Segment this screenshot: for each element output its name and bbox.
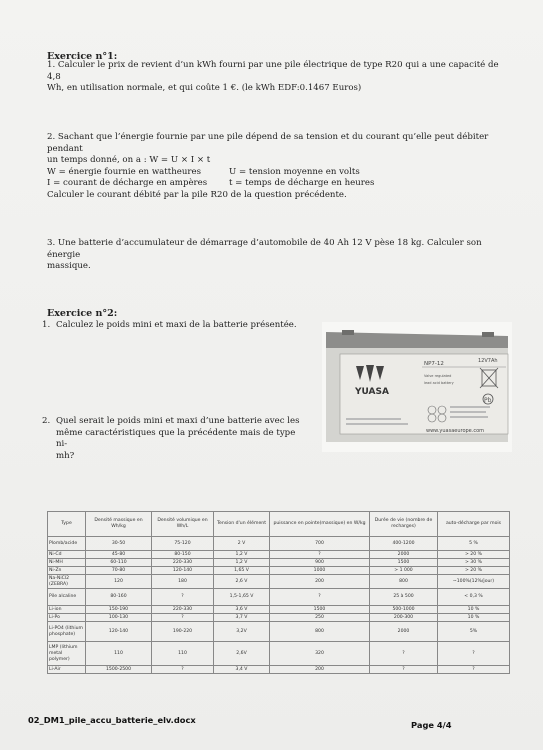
text-line: Calculer le courant débité par la pile R20 de la question précédente. [47,189,347,200]
text-line: Quel serait le poids mini et maxi d’une batterie avec les [56,416,300,426]
table-cell: > 20 % [438,567,510,575]
footer-filename: 02_DM1_pile_accu_batterie_elv.docx [28,715,196,725]
table-cell: 70-80 [86,567,152,575]
exercice1-q1 [47,60,502,95]
table-cell: 120 [86,575,152,589]
table-row [48,567,510,575]
exercice2-q1-number: 1. [42,320,51,330]
table-cell: ? [438,666,510,674]
table-cell: 400-1200 [370,537,438,551]
definition-right: U = tension moyenne en volts [229,166,360,177]
table-cell: 1,5-1,65 V [214,589,270,606]
table-cell: 180 [152,575,214,589]
table-cell: ? [438,642,510,666]
table-cell: ? [270,551,370,559]
table-cell: 60-110 [86,559,152,567]
exercice1-title: Exercice n°1: [47,51,118,62]
table-cell: 2,6 V [214,575,270,589]
battery-type-cell: Ni-MH [48,559,86,567]
table-cell: 1500 [370,559,438,567]
battery-type-cell: Li-Po [48,614,86,622]
exercice2-q2 [56,416,306,462]
battery-type-cell: Ni-Zn [48,567,86,575]
table-cell: 30-50 [86,537,152,551]
table-row [48,606,510,614]
battery-text: Valve regulated [424,374,452,378]
table-cell: 2,6V [214,642,270,666]
battery-text: lead acid battery [424,381,454,385]
battery-type-cell: Na-NiCl2 (ZEBRA) [48,575,86,589]
table-row [48,589,510,606]
table-cell: 5% [438,622,510,642]
exercice2-q2-number: 2. [42,416,51,426]
table-cell: 110 [86,642,152,666]
table-cell: 3,6 V [214,606,270,614]
table-cell: 190-220 [152,622,214,642]
table-cell: 220-330 [152,606,214,614]
table-cell: 100-130 [86,614,152,622]
table-cell: ~100%(12%/jour) [438,575,510,589]
definition-left: I = courant de décharge en ampères [47,178,208,188]
table-cell: 800 [370,575,438,589]
exercice1-q2 [47,132,502,201]
battery-url: www.yuasaeurope.com [426,428,485,434]
definition-right: t = temps de décharge en heures [229,178,375,188]
text-line: même caractéristiques que la précédente mais de type ni- [56,427,296,449]
table-cell: 3,7 V [214,614,270,622]
column-header: Densité massique en Wh/kg [86,512,152,537]
table-cell: 2 V [214,537,270,551]
battery-model: NP7-12 [424,361,444,367]
table-cell: 1,65 V [214,567,270,575]
table-cell: 200 [270,666,370,674]
table-cell: 200-300 [370,614,438,622]
column-header: puissance en pointe(massique) en W/kg [270,512,370,537]
battery-type-cell: Li-ion [48,606,86,614]
table-cell: 10 % [438,614,510,622]
table-cell: 200 [270,575,370,589]
table-cell: < 0,3 % [438,589,510,606]
table-row [48,551,510,559]
column-header: Durée de vie (nombre de recharges) [370,512,438,537]
definition-row [47,178,502,190]
table-cell: 220-330 [152,559,214,567]
battery-type-cell: Li-Air [48,666,86,674]
exercice2-title: Exercice n°2: [47,308,118,319]
table-cell: 320 [270,642,370,666]
svg-text:YUASA: YUASA [355,387,389,397]
table-cell: 1500-2500 [86,666,152,674]
battery-type-cell: Pile alcaline [48,589,86,606]
table-cell: 2000 [370,622,438,642]
table-header-row [48,512,510,537]
column-header: auto-décharge par mois [438,512,510,537]
table-cell: 1,2 V [214,559,270,567]
battery-image [322,322,512,452]
table-cell: 700 [270,537,370,551]
table-cell: 500-1000 [370,606,438,614]
table-row [48,642,510,666]
exercice1-q3 [47,238,502,273]
table-row [48,575,510,589]
table-row [48,622,510,642]
table-cell: ? [152,666,214,674]
table-row [48,666,510,674]
battery-type-cell: LMP (lithium metal polymer) [48,642,86,666]
table-cell: 3,4 V [214,666,270,674]
table-cell: 2000 [370,551,438,559]
text-line: Wh, en utilisation normale, et qui coûte 1 €. (le kWh EDF:0.1467 Euros) [47,83,362,93]
table-cell: 120-140 [86,622,152,642]
table-cell: 80-160 [86,589,152,606]
table-cell: 5 % [438,537,510,551]
battery-type-cell: Plomb/acide [48,537,86,551]
table-cell: 900 [270,559,370,567]
text-line: 1. Calculer le prix de revient d’un kWh fourni par une pile électrique de type R20 qui a une capacité de 4,8 [47,60,499,82]
table-cell: ? [152,589,214,606]
table-cell: 250 [270,614,370,622]
battery-rating: 12V7Ah [478,358,498,364]
text-line: mh? [56,450,75,461]
table-cell: > 1 000 [370,567,438,575]
table-cell: 10 % [438,606,510,614]
text-line: 3. Une batterie d’accumulateur de démarrage d’automobile de 40 Ah 12 V pèse 18 kg. Calculer son énergie [47,238,482,260]
table-cell: 120-140 [152,567,214,575]
table-cell: 45-80 [86,551,152,559]
table-row [48,559,510,567]
battery-type-cell: Ni-Cd [48,551,86,559]
exercice2-q1: Calculez le poids mini et maxi de la batterie présentée. [56,320,297,330]
text-line: massique. [47,261,91,271]
table-cell: 1500 [270,606,370,614]
table-cell: 1000 [270,567,370,575]
column-header: Type [48,512,86,537]
text-line: un temps donné, on a : W = U × I × t [47,155,211,165]
definition-row [47,167,502,179]
table-cell: 150-190 [86,606,152,614]
table-cell: > 30 % [438,559,510,567]
table-cell: > 20 % [438,551,510,559]
table-cell: ? [370,666,438,674]
text-line: 2. Sachant que l’énergie fournie par une pile dépend de sa tension et du courant qu’elle peut débiter pendant [47,132,489,154]
table-cell: 110 [152,642,214,666]
battery-comparison-table [47,511,510,674]
table-cell: 1,2 V [214,551,270,559]
table-cell: ? [370,642,438,666]
footer-page-number: Page 4/4 [411,720,452,730]
svg-text:Pb: Pb [484,397,492,404]
column-header: Densité volumique en Wh/L [152,512,214,537]
table-cell: 75-120 [152,537,214,551]
table-row [48,537,510,551]
table-row [48,614,510,622]
table-cell: ? [270,589,370,606]
column-header: Tension d'un élément [214,512,270,537]
table-cell: 3,2V [214,622,270,642]
battery-type-cell: Li-PO4 (lithium phosphate) [48,622,86,642]
definition-left: W = énergie fournie en wattheures [47,166,201,177]
table-cell: 25 à 500 [370,589,438,606]
table-cell: 800 [270,622,370,642]
table-cell: ? [152,614,214,622]
table-cell: 80-150 [152,551,214,559]
